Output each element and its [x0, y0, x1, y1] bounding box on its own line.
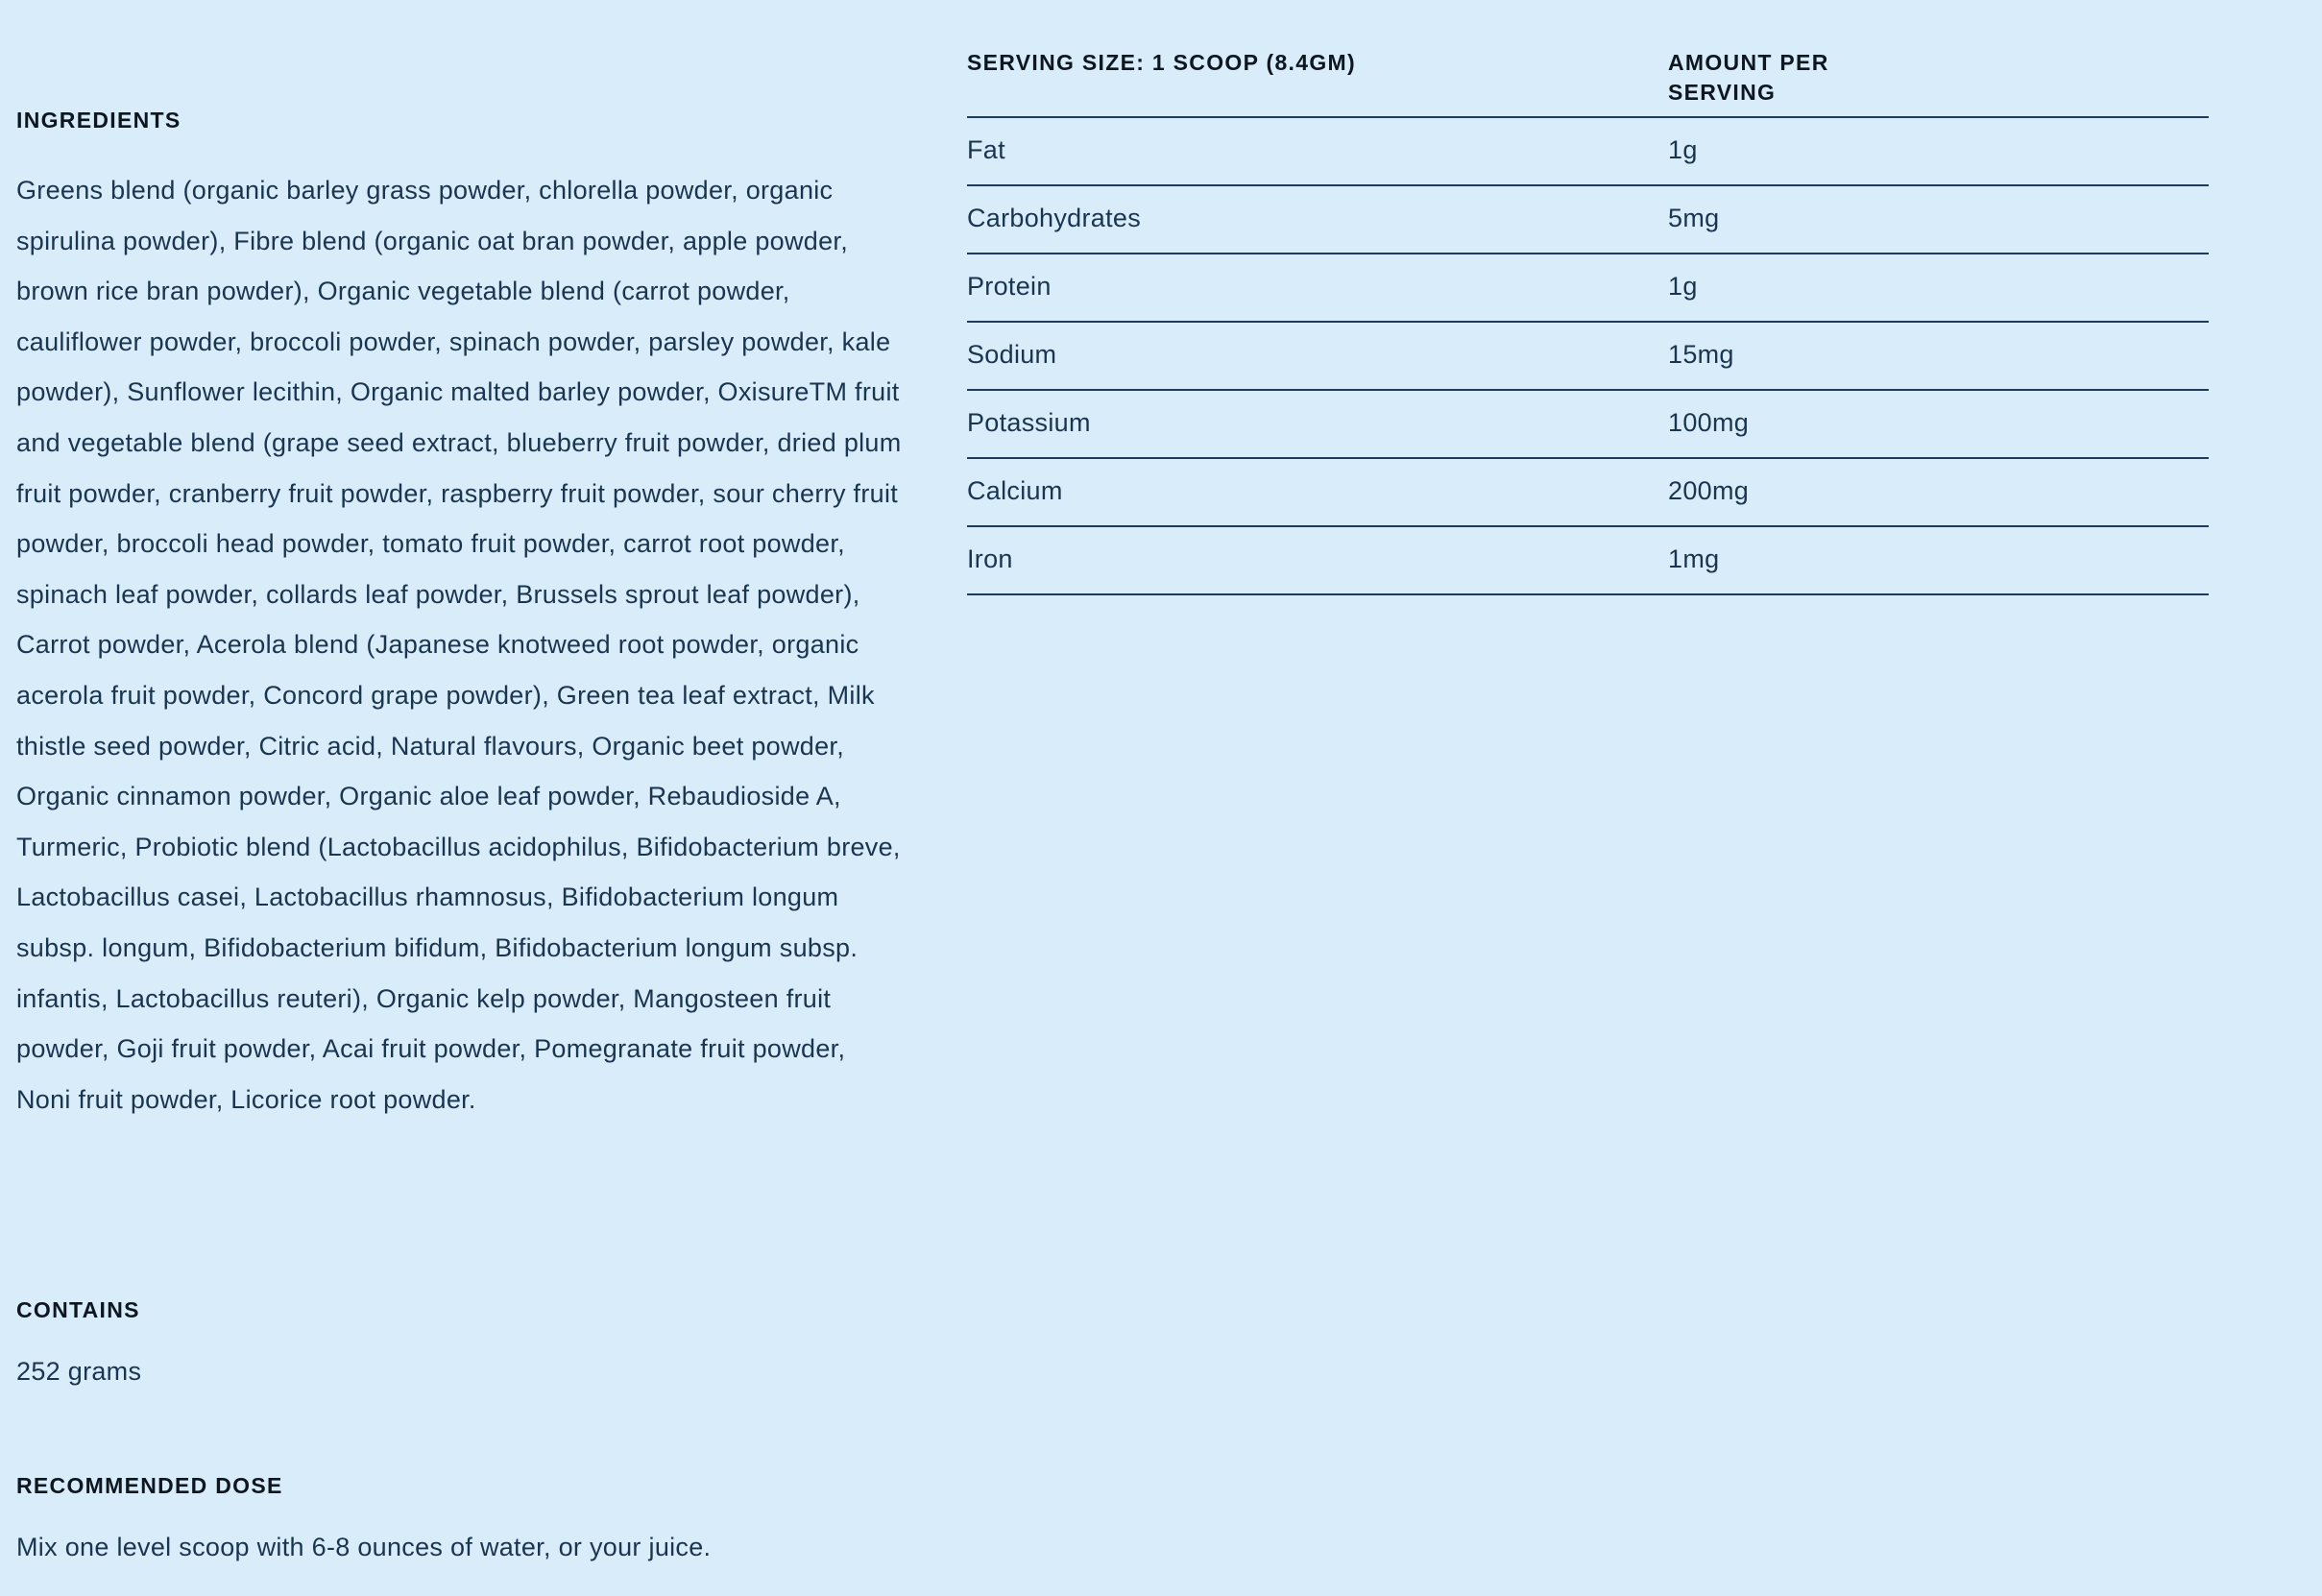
- recommended-dose-heading: RECOMMENDED DOSE: [16, 1473, 283, 1498]
- amount-header-line2: SERVING: [1668, 80, 1777, 105]
- nutrient-row-protein: [967, 254, 2209, 323]
- nutrient-name: Iron: [967, 544, 1013, 573]
- nutrient-row-calcium: [967, 459, 2209, 527]
- nutrient-name: Potassium: [967, 408, 1091, 437]
- nutrient-amount: 200mg: [1668, 476, 1750, 505]
- nutrient-row-sodium: [967, 323, 2209, 391]
- nutrient-name: Sodium: [967, 340, 1057, 369]
- contains-text: 252 grams: [16, 1357, 142, 1386]
- nutrient-row-iron: [967, 527, 2209, 595]
- nutrient-name: Fat: [967, 135, 1005, 164]
- nutrient-name: Carbohydrates: [967, 204, 1141, 232]
- nutrient-row-potassium: [967, 391, 2209, 459]
- serving-size-header: SERVING SIZE: 1 SCOOP (8.4GM): [967, 50, 1356, 75]
- nutrient-row-fat: [967, 118, 2209, 186]
- nutrient-name: Calcium: [967, 476, 1063, 505]
- nutrient-amount: 1g: [1668, 272, 1698, 301]
- contains-heading: CONTAINS: [16, 1297, 140, 1322]
- nutrition-table-header: [967, 44, 2209, 118]
- nutrient-row-carbohydrates: [967, 186, 2209, 254]
- amount-per-serving-header: [1668, 48, 1879, 108]
- ingredients-heading: INGREDIENTS: [16, 108, 181, 133]
- ingredients-text: Greens blend (organic barley grass powder, chlorella powder, organic spirulina powder), Fibre blend (organic oat bran powder, apple powder, brown rice bran powder), Organic vegetable blend (carrot powder, cauliflower powder, broccoli powder, spinach powder, parsley powder, kale powder), Sunflower lecithin, Organic malted barley powder, OxisureTM fruit and vegetable blend (grape seed extract, blueberry fruit powder, dried plum fruit powder, cranberry fruit powder, raspberry fruit powder, sour cherry fruit powder, broccoli head powder, tomato fruit powder, carrot root powder, spinach leaf powder, collards leaf powder, Brussels sprout leaf powder), Carrot powder, Acerola blend (Japanese knotweed root powder, organic acerola fruit powder, Concord grape powder), Green tea leaf extract, Milk thistle seed powder, Citric acid, Natural flavours, Organic beet powder, Organic cinnamon powder, Organic aloe leaf powder, Rebaudioside A, Turmeric, Probiotic blend (Lactobacillus acidophilus, Bifidobacterium breve, Lactobacillus casei, Lactobacillus rhamnosus, Bifidobacterium longum subsp. longum, Bifidobacterium bifidum, Bifidobacterium longum subsp. infantis, Lactobacillus reuteri), Organic kelp powder, Mangosteen fruit powder, Goji fruit powder, Acai fruit powder, Pomegranate fruit powder, Noni fruit powder, Licorice root powder.: [16, 176, 902, 1114]
- amount-header-line1: AMOUNT PER: [1668, 50, 1829, 75]
- recommended-dose-text: Mix one level scoop with 6-8 ounces of water, or your juice.: [16, 1533, 712, 1561]
- nutrient-amount: 1g: [1668, 135, 1698, 164]
- nutrient-name: Protein: [967, 272, 1052, 301]
- nutrient-amount: 15mg: [1668, 340, 1734, 369]
- nutrient-amount: 100mg: [1668, 408, 1750, 437]
- nutrient-amount: 5mg: [1668, 204, 1720, 232]
- nutrient-amount: 1mg: [1668, 544, 1720, 573]
- nutrition-table: [967, 44, 2209, 595]
